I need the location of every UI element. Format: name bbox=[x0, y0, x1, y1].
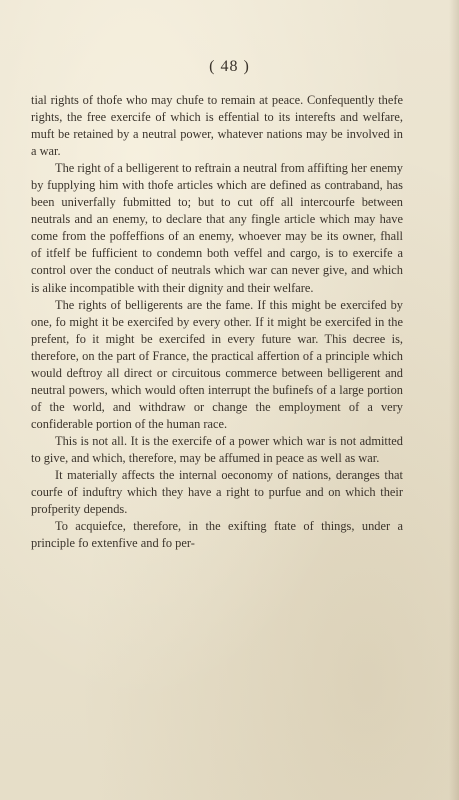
paragraph: It materially affects the internal oeconomy of nations, deranges that courfe of induftry which they have a right to purfue and on which their profperity depends. bbox=[31, 468, 403, 517]
paragraph: This is not all. It is the exercife of a power which war is not admitted to give, and which, therefore, may be affumed in peace as well as war. bbox=[31, 433, 403, 465]
paragraph: tial rights of thofe who may chufe to remain at peace. Confequently thefe rights, the free exercife of which is effential to its interefts and welfare, muft be retained by a neutral power, whatever nations may be involved in a war. bbox=[31, 93, 403, 159]
body-text bbox=[31, 92, 403, 552]
page-number: ( 48 ) bbox=[209, 58, 250, 75]
paragraph: The rights of belligerents are the fame. If this might be exercifed by one, fo might it be exercifed by every other. If it might be exercifed in the prefent, fo it might be exercifed in every future war. This decree is, therefore, on the part of France, the practical affertion of a principle which would deftroy all direct or circuitous commerce between belligerent and neutral powers, which would often interrupt the bufinefs of a large portion of the world, and withdraw or change the employment of a very confiderable portion of the human race. bbox=[31, 297, 403, 431]
page-edge-shadow bbox=[449, 0, 459, 800]
paragraph: The right of a belligerent to reftrain a neutral from affifting her enemy by fupplying him with thofe articles which are defined as contraband, has been univerfally fubmitted to; but to cut off all intercourfe between neutrals and an enemy, to declare that any fingle article which may have come from the poffeffions of an enemy, whoever may be its owner, fhall of itfelf be fufficient to condemn both veffel and cargo, is to exercife a control over the conduct of neutrals which war can never give, and which is alike incompatible with their dignity and their welfare. bbox=[31, 161, 403, 295]
paragraph: To acquiefce, therefore, in the exifting ftate of things, under a principle fo extenfive and fo per- bbox=[31, 519, 403, 551]
